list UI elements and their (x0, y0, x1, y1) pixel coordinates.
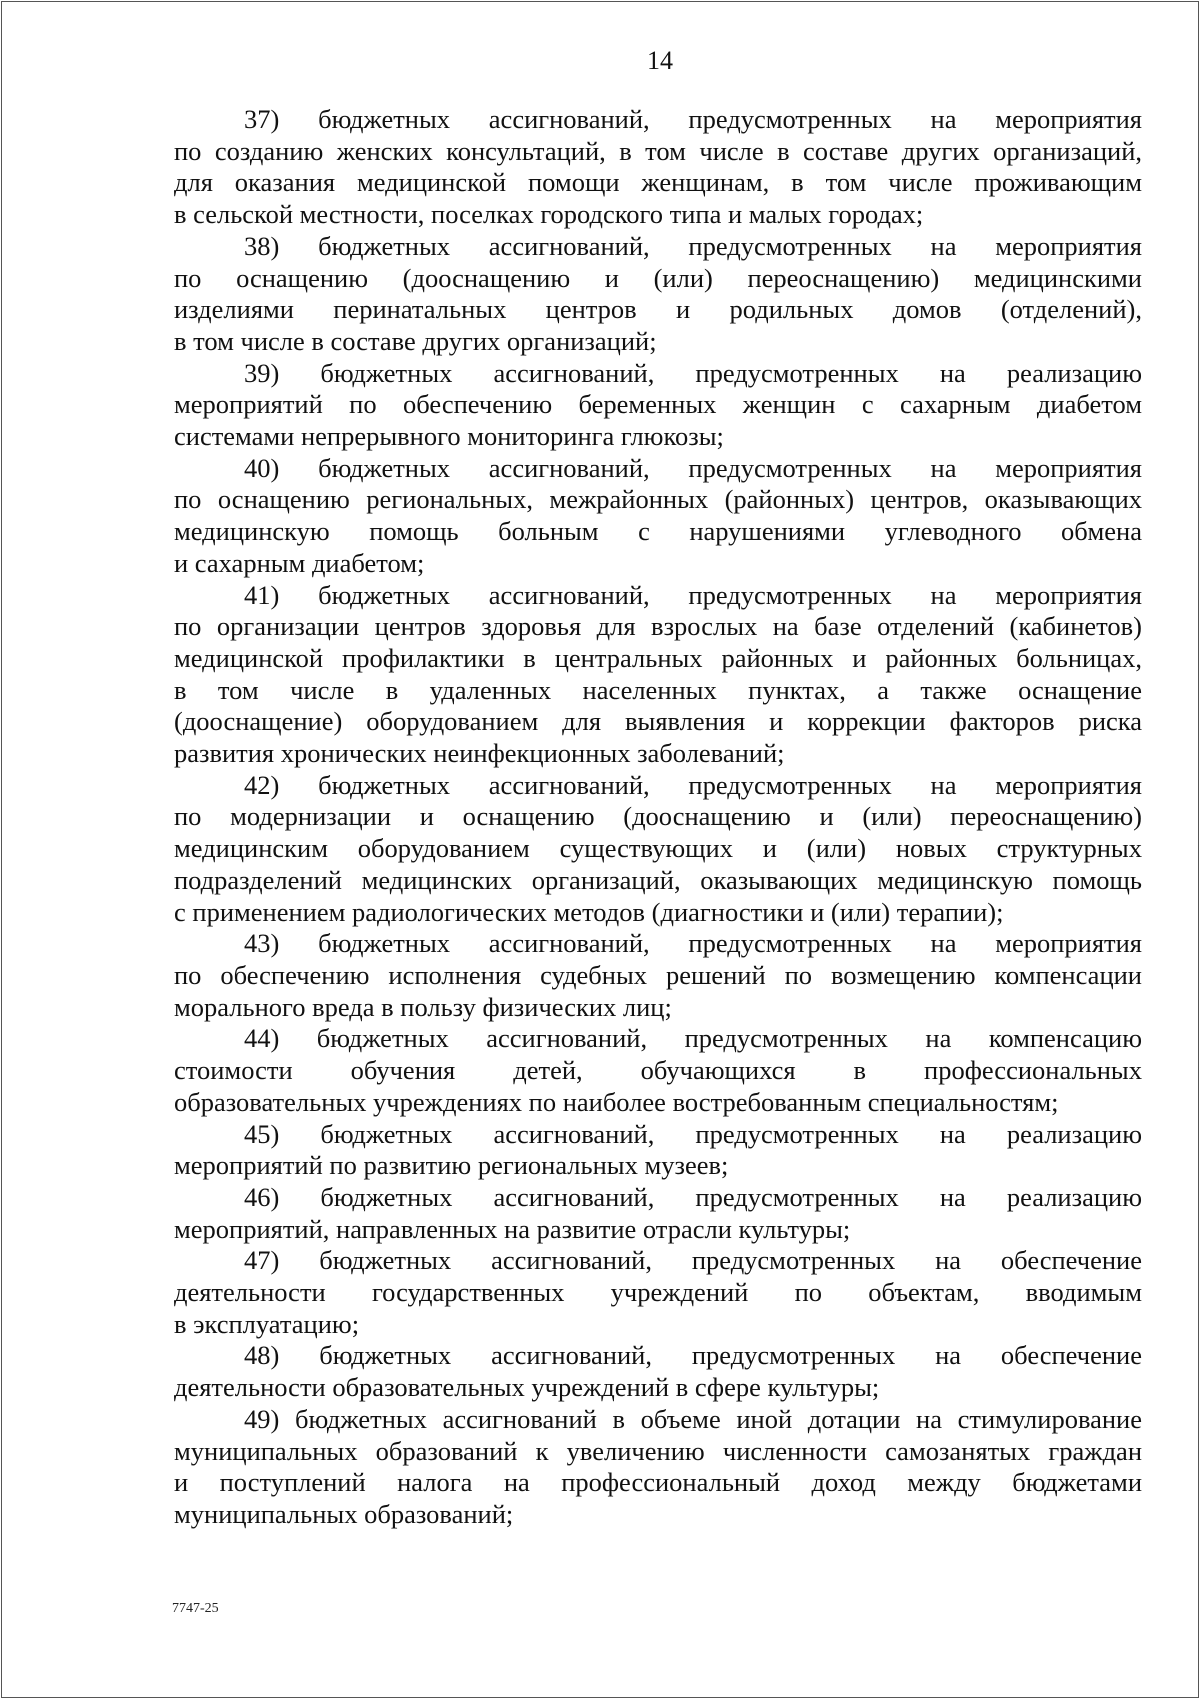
text-line: изделиями перинатальных центров и родильных домов (отделений), (174, 294, 1142, 325)
paragraph (174, 231, 1142, 358)
text-line: образовательных учреждениях по наиболее востребованным специальностям; (174, 1086, 1059, 1117)
page-number: 14 (647, 46, 673, 75)
text-line: 43) бюджетных ассигнований, предусмотренных на мероприятия (244, 928, 1142, 959)
text-line: мероприятий, направленных на развитие отрасли культуры; (174, 1213, 851, 1244)
text-line: деятельности образовательных учреждений в сфере культуры; (174, 1372, 880, 1403)
document-code: 7747-25 (172, 1601, 219, 1616)
paragraph (174, 1023, 1142, 1118)
paragraph (174, 1404, 1142, 1531)
text-line: (дооснащение) оборудованием для выявления и коррекции факторов риска (174, 706, 1142, 737)
text-line: 42) бюджетных ассигнований, предусмотренных на мероприятия (244, 769, 1142, 800)
text-line: по созданию женских консультаций, в том числе в составе других организаций, (174, 135, 1142, 166)
text-line: в сельской местности, поселках городского типа и малых городах; (174, 199, 924, 230)
text-line: в том числе в удаленных населенных пунктах, а также оснащение (174, 674, 1142, 705)
text-line: 40) бюджетных ассигнований, предусмотренных на мероприятия (244, 452, 1142, 483)
text-line: для оказания медицинской помощи женщинам, в том числе проживающим (174, 167, 1142, 198)
text-line: подразделений медицинских организаций, оказывающих медицинскую помощь (174, 864, 1142, 895)
text-line: 45) бюджетных ассигнований, предусмотренных на реализацию (244, 1118, 1142, 1149)
paragraph (174, 1340, 1142, 1403)
text-line: медицинским оборудованием существующих и (или) новых структурных (174, 833, 1142, 864)
document-body (174, 104, 1142, 1531)
text-line: 47) бюджетных ассигнований, предусмотренных на обеспечение (244, 1245, 1142, 1276)
paragraph (174, 1245, 1142, 1340)
text-line: медицинской профилактики в центральных районных и районных больницах, (174, 642, 1142, 673)
text-line: муниципальных образований к увеличению численности самозанятых граждан (174, 1435, 1142, 1466)
text-line: в эксплуатацию; (174, 1308, 360, 1339)
text-line: по модернизации и оснащению (дооснащению и (или) переоснащению) (174, 801, 1142, 832)
text-line: 46) бюджетных ассигнований, предусмотренных на реализацию (244, 1181, 1142, 1212)
text-line: 39) бюджетных ассигнований, предусмотренных на реализацию (244, 357, 1142, 388)
text-line: муниципальных образований; (174, 1498, 514, 1529)
text-line: мероприятий по развитию региональных музеев; (174, 1150, 729, 1181)
text-line: 41) бюджетных ассигнований, предусмотренных на мероприятия (244, 579, 1142, 610)
text-line: с применением радиологических методов (диагностики и (или) терапии); (174, 896, 1004, 927)
text-line: по обеспечению исполнения судебных решений по возмещению компенсации (174, 959, 1142, 990)
text-line: системами непрерывного мониторинга глюкозы; (174, 421, 724, 452)
paragraph (174, 580, 1142, 770)
text-line: и поступлений налога на профессиональный доход между бюджетами (174, 1467, 1142, 1498)
paragraph (174, 770, 1142, 929)
text-line: по оснащению (дооснащению и (или) переоснащению) медицинскими (174, 262, 1142, 293)
text-line: стоимости обучения детей, обучающихся в профессиональных (174, 1055, 1142, 1086)
text-line: по оснащению региональных, межрайонных (районных) центров, оказывающих (174, 484, 1142, 515)
text-line: 37) бюджетных ассигнований, предусмотренных на мероприятия (244, 104, 1142, 134)
text-line: деятельности государственных учреждений по объектам, вводимым (174, 1277, 1142, 1308)
text-line: морального вреда в пользу физических лиц; (174, 991, 672, 1022)
text-line: по организации центров здоровья для взрослых на базе отделений (кабинетов) (174, 611, 1142, 642)
paragraph (174, 104, 1142, 231)
paragraph (174, 928, 1142, 1023)
text-line: и сахарным диабетом; (174, 547, 425, 578)
text-line: медицинскую помощь больным с нарушениями углеводного обмена (174, 516, 1142, 547)
paragraph (174, 358, 1142, 453)
text-line: 49) бюджетных ассигнований в объеме иной дотации на стимулирование (244, 1403, 1142, 1434)
paragraph (174, 1119, 1142, 1182)
text-line: 38) бюджетных ассигнований, предусмотренных на мероприятия (244, 230, 1142, 261)
text-line: 44) бюджетных ассигнований, предусмотренных на компенсацию (244, 1023, 1142, 1054)
paragraph (174, 1182, 1142, 1245)
paragraph (174, 453, 1142, 580)
text-line: развития хронических неинфекционных заболеваний; (174, 738, 785, 769)
text-line: 48) бюджетных ассигнований, предусмотренных на обеспечение (244, 1340, 1142, 1371)
text-line: в том числе в составе других организаций; (174, 325, 657, 356)
text-line: мероприятий по обеспечению беременных женщин с сахарным диабетом (174, 389, 1142, 420)
